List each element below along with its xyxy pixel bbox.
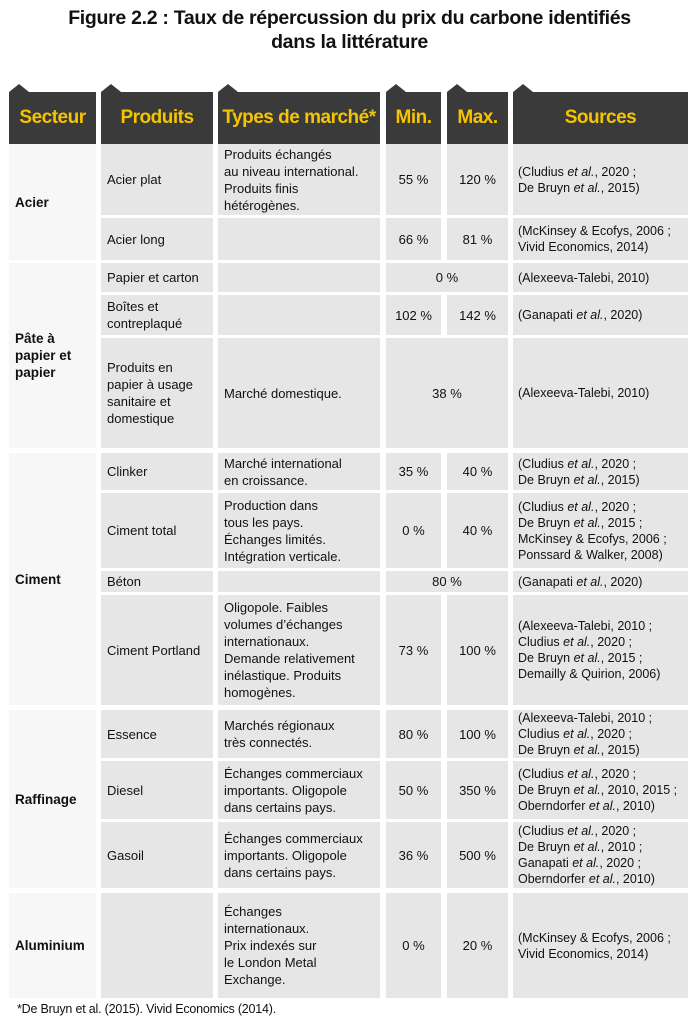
min-cell-acier_long: 66 %	[386, 218, 441, 260]
sources-cell-diesel: (Cludius et al., 2020 ; De Bruyn et al., 2010, 2015 ; Oberndorfer et al., 2010)	[513, 761, 688, 819]
value-cell-beton: 80 %	[386, 571, 508, 592]
header-min: Min.	[386, 92, 441, 144]
sources-cell-acier_long: (McKinsey & Ecofys, 2006 ; Vivid Economics, 2014)	[513, 218, 688, 260]
produit-cell-beton: Béton	[101, 571, 213, 592]
min-cell-acier_plat: 55 %	[386, 144, 441, 215]
marche-cell-acier_long	[218, 218, 380, 260]
min-cell-gasoil: 36 %	[386, 822, 441, 888]
sources-cell-essence: (Alexeeva-Talebi, 2010 ; Cludius et al., 2020 ; De Bruyn et al., 2015)	[513, 710, 688, 758]
sources-cell-ciment_total: (Cludius et al., 2020 ; De Bruyn et al., 2015 ; McKinsey & Ecofys, 2006 ; Ponssard & Walker, 2008)	[513, 493, 688, 568]
min-cell-diesel: 50 %	[386, 761, 441, 819]
max-cell-gasoil: 500 %	[447, 822, 508, 888]
header-secteur: Secteur	[9, 92, 96, 144]
marche-cell-ciment_total: Production dans tous les pays. Échanges limités. Intégration verticale.	[218, 493, 380, 568]
produit-cell-papier_carton: Papier et carton	[101, 263, 213, 292]
min-cell-ciment_total: 0 %	[386, 493, 441, 568]
sources-cell-papier_carton: (Alexeeva-Talebi, 2010)	[513, 263, 688, 292]
sources-cell-portland: (Alexeeva-Talebi, 2010 ; Cludius et al., 2020 ; De Bruyn et al., 2015 ; Demailly & Quirion, 2006)	[513, 595, 688, 705]
max-cell-aluminium: 20 %	[447, 893, 508, 998]
produit-cell-clinker: Clinker	[101, 453, 213, 490]
sector-pate-papier: Pâte à papier et papier	[9, 263, 96, 448]
max-cell-boites: 142 %	[447, 295, 508, 335]
marche-cell-diesel: Échanges commerciaux importants. Oligopole dans certains pays.	[218, 761, 380, 819]
max-cell-acier_long: 81 %	[447, 218, 508, 260]
produit-cell-acier_plat: Acier plat	[101, 144, 213, 215]
sources-cell-beton: (Ganapati et al., 2020)	[513, 571, 688, 592]
title-line-1: Figure 2.2 : Taux de répercussion du prix du carbone identifiés	[68, 7, 631, 29]
produit-cell-aluminium	[101, 893, 213, 998]
header-max: Max.	[447, 92, 508, 144]
sources-cell-gasoil: (Cludius et al., 2020 ; De Bruyn et al., 2010 ; Ganapati et al., 2020 ; Oberndorfer et al., 2010)	[513, 822, 688, 888]
produit-cell-acier_long: Acier long	[101, 218, 213, 260]
produit-cell-boites: Boîtes et contreplaqué	[101, 295, 213, 335]
sector-ciment: Ciment	[9, 453, 96, 705]
marche-cell-papier_carton	[218, 263, 380, 292]
max-cell-diesel: 350 %	[447, 761, 508, 819]
produit-cell-gasoil: Gasoil	[101, 822, 213, 888]
max-cell-acier_plat: 120 %	[447, 144, 508, 215]
max-cell-essence: 100 %	[447, 710, 508, 758]
max-cell-portland: 100 %	[447, 595, 508, 705]
produit-cell-diesel: Diesel	[101, 761, 213, 819]
produit-cell-ciment_total: Ciment total	[101, 493, 213, 568]
header-produit: Produits	[101, 92, 213, 144]
max-cell-clinker: 40 %	[447, 453, 508, 490]
sector-aluminium: Aluminium	[9, 893, 96, 998]
sources-cell-sanitaire: (Alexeeva-Talebi, 2010)	[513, 338, 688, 448]
sources-cell-clinker: (Cludius et al., 2020 ; De Bruyn et al., 2015)	[513, 453, 688, 490]
min-cell-clinker: 35 %	[386, 453, 441, 490]
marche-cell-portland: Oligopole. Faibles volumes d’échanges internationaux. Demande relativement inélastique. Produits homogènes.	[218, 595, 380, 705]
sources-cell-boites: (Ganapati et al., 2020)	[513, 295, 688, 335]
header-src: Sources	[513, 92, 688, 144]
min-cell-boites: 102 %	[386, 295, 441, 335]
produit-cell-sanitaire: Produits en papier à usage sanitaire et domestique	[101, 338, 213, 448]
max-cell-ciment_total: 40 %	[447, 493, 508, 568]
marche-cell-acier_plat: Produits échangés au niveau international. Produits finis hétérogènes.	[218, 144, 380, 215]
produit-cell-essence: Essence	[101, 710, 213, 758]
sources-cell-acier_plat: (Cludius et al., 2020 ; De Bruyn et al., 2015)	[513, 144, 688, 215]
marche-cell-gasoil: Échanges commerciaux importants. Oligopole dans certains pays.	[218, 822, 380, 888]
min-cell-aluminium: 0 %	[386, 893, 441, 998]
footnote: *De Bruyn et al. (2015). Vivid Economics (2014).	[17, 1002, 277, 1016]
min-cell-portland: 73 %	[386, 595, 441, 705]
marche-cell-essence: Marchés régionaux très connectés.	[218, 710, 380, 758]
min-cell-essence: 80 %	[386, 710, 441, 758]
marche-cell-beton	[218, 571, 380, 592]
value-cell-papier_carton: 0 %	[386, 263, 508, 292]
title-line-2: dans la littérature	[271, 31, 428, 53]
sources-cell-aluminium: (McKinsey & Ecofys, 2006 ; Vivid Economics, 2014)	[513, 893, 688, 998]
produit-cell-portland: Ciment Portland	[101, 595, 213, 705]
sector-acier: Acier	[9, 144, 96, 260]
marche-cell-aluminium: Échanges internationaux. Prix indexés sur le London Metal Exchange.	[218, 893, 380, 998]
header-marche: Types de marché*	[218, 92, 380, 144]
sector-raffinage: Raffinage	[9, 710, 96, 888]
value-cell-sanitaire: 38 %	[386, 338, 508, 448]
marche-cell-boites	[218, 295, 380, 335]
marche-cell-sanitaire: Marché domestique.	[218, 338, 380, 448]
marche-cell-clinker: Marché international en croissance.	[218, 453, 380, 490]
